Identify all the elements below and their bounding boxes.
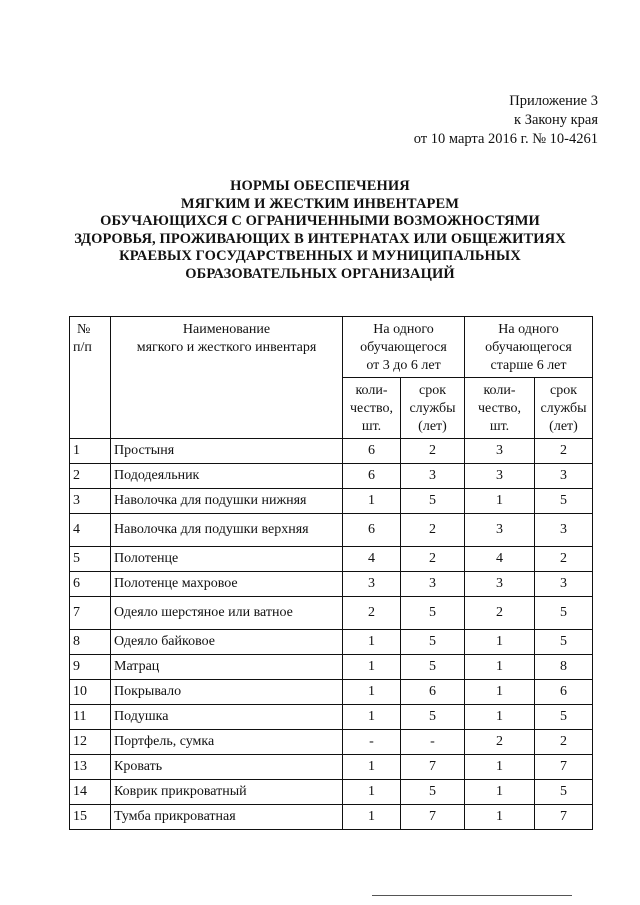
table-row: [70, 655, 593, 680]
header-term-over-6: [535, 378, 593, 439]
header-group-3-6-line-2: обучающегося: [360, 340, 447, 355]
row-qty-over-6: 3: [465, 464, 535, 489]
row-term-over-6: 7: [535, 755, 593, 780]
table-row: [70, 705, 593, 730]
row-number: 15: [70, 805, 111, 830]
table-header-row: [70, 317, 593, 378]
row-item-name: Кровать: [111, 755, 343, 780]
table-row: [70, 489, 593, 514]
row-item-name: Одеяло байковое: [111, 630, 343, 655]
row-qty-over-6: 4: [465, 547, 535, 572]
row-qty-3-6: 6: [343, 464, 401, 489]
row-number: 13: [70, 755, 111, 780]
row-qty-over-6: 3: [465, 514, 535, 547]
table-row: [70, 439, 593, 464]
row-term-3-6: 3: [401, 572, 465, 597]
row-term-3-6: 5: [401, 597, 465, 630]
header-term-line-1: срок: [549, 383, 577, 398]
table-row: [70, 597, 593, 630]
row-term-3-6: 5: [401, 705, 465, 730]
row-number: 2: [70, 464, 111, 489]
row-term-over-6: 5: [535, 705, 593, 730]
row-qty-3-6: 1: [343, 680, 401, 705]
row-qty-3-6: 1: [343, 805, 401, 830]
row-number: 6: [70, 572, 111, 597]
row-item-name: Полотенце: [111, 547, 343, 572]
header-group-over-6: [465, 317, 593, 378]
row-term-3-6: 5: [401, 780, 465, 805]
table-row: [70, 755, 593, 780]
document-title: [0, 178, 640, 284]
header-term-line-2: службы: [409, 401, 456, 416]
row-term-3-6: 7: [401, 755, 465, 780]
row-term-3-6: -: [401, 730, 465, 755]
row-term-over-6: 5: [535, 489, 593, 514]
row-term-over-6: 3: [535, 572, 593, 597]
header-qty-line-3: шт.: [361, 419, 382, 434]
row-number: 4: [70, 514, 111, 547]
row-item-name: Коврик прикроватный: [111, 780, 343, 805]
row-term-over-6: 2: [535, 547, 593, 572]
row-term-3-6: 5: [401, 489, 465, 514]
row-item-name: Наволочка для подушки нижняя: [111, 489, 343, 514]
row-term-3-6: 5: [401, 630, 465, 655]
row-qty-over-6: 1: [465, 655, 535, 680]
row-number: 1: [70, 439, 111, 464]
row-term-3-6: 5: [401, 655, 465, 680]
row-term-3-6: 2: [401, 439, 465, 464]
row-number: 8: [70, 630, 111, 655]
row-term-3-6: 2: [401, 514, 465, 547]
row-qty-over-6: 3: [465, 439, 535, 464]
row-item-name: Тумба прикроватная: [111, 805, 343, 830]
title-line-2: МЯГКИМ И ЖЕСТКИМ ИНВЕНТАРЕМ: [180, 195, 460, 212]
row-term-over-6: 2: [535, 730, 593, 755]
table-row: [70, 514, 593, 547]
row-qty-3-6: 1: [343, 755, 401, 780]
header-group-3-6: [343, 317, 465, 378]
row-number: 9: [70, 655, 111, 680]
row-qty-3-6: 4: [343, 547, 401, 572]
header-name-line-1: Наименование: [182, 322, 271, 337]
header-number-line-1: №: [77, 322, 91, 337]
row-item-name: Портфель, сумка: [111, 730, 343, 755]
header-group-3-6-line-1: На одного: [373, 322, 434, 337]
row-item-name: Простыня: [111, 439, 343, 464]
table-row: [70, 730, 593, 755]
table-row: [70, 572, 593, 597]
row-term-over-6: 8: [535, 655, 593, 680]
row-qty-over-6: 2: [465, 730, 535, 755]
row-qty-over-6: 1: [465, 805, 535, 830]
row-term-3-6: 3: [401, 464, 465, 489]
header-term-line-3: (лет): [549, 419, 578, 434]
header-number-line-2: п/п: [73, 340, 92, 355]
row-term-over-6: 5: [535, 597, 593, 630]
header-qty-line-1: коли-: [355, 383, 388, 398]
row-item-name: Пододеяльник: [111, 464, 343, 489]
table-row: [70, 547, 593, 572]
header-term-3-6: [401, 378, 465, 439]
row-term-3-6: 2: [401, 547, 465, 572]
row-term-3-6: 7: [401, 805, 465, 830]
row-number: 3: [70, 489, 111, 514]
title-line-4: ЗДОРОВЬЯ, ПРОЖИВАЮЩИХ В ИНТЕРНАТАХ ИЛИ ОБЩЕЖИТИЯХ: [74, 230, 566, 247]
header-qty-line-2: чество,: [478, 401, 521, 416]
title-line-6: ОБРАЗОВАТЕЛЬНЫХ ОРГАНИЗАЦИЙ: [185, 265, 455, 282]
header-term-line-2: службы: [540, 401, 587, 416]
table-row: [70, 780, 593, 805]
title-line-1: НОРМЫ ОБЕСПЕЧЕНИЯ: [230, 178, 410, 194]
row-term-3-6: 6: [401, 680, 465, 705]
title-line-5: КРАЕВЫХ ГОСУДАРСТВЕННЫХ И МУНИЦИПАЛЬНЫХ: [119, 248, 521, 265]
row-qty-over-6: 1: [465, 705, 535, 730]
appendix-date: от 10 марта 2016 г. № 10-4261: [413, 131, 598, 147]
row-item-name: Полотенце махровое: [111, 572, 343, 597]
row-qty-3-6: 1: [343, 705, 401, 730]
header-term-line-3: (лет): [418, 419, 447, 434]
row-qty-3-6: 1: [343, 630, 401, 655]
row-qty-over-6: 1: [465, 489, 535, 514]
row-qty-3-6: 6: [343, 514, 401, 547]
row-qty-over-6: 1: [465, 755, 535, 780]
row-number: 7: [70, 597, 111, 630]
row-term-over-6: 3: [535, 464, 593, 489]
row-qty-over-6: 3: [465, 572, 535, 597]
scan-edge-line: [372, 895, 572, 896]
header-qty-line-2: чество,: [350, 401, 393, 416]
inventory-norms-table: [69, 316, 593, 830]
row-qty-3-6: 1: [343, 780, 401, 805]
row-qty-3-6: 1: [343, 655, 401, 680]
appendix-number: Приложение 3: [509, 93, 598, 109]
row-item-name: Наволочка для подушки верхняя: [111, 514, 343, 547]
header-group-over-6-line-3: старше 6 лет: [490, 358, 567, 373]
row-term-over-6: 3: [535, 514, 593, 547]
header-group-3-6-line-3: от 3 до 6 лет: [366, 358, 441, 373]
row-qty-over-6: 1: [465, 780, 535, 805]
header-group-over-6-line-1: На одного: [498, 322, 559, 337]
row-term-over-6: 7: [535, 805, 593, 830]
row-qty-3-6: 3: [343, 572, 401, 597]
row-qty-3-6: 6: [343, 439, 401, 464]
row-item-name: Матрац: [111, 655, 343, 680]
row-number: 14: [70, 780, 111, 805]
header-qty-over-6: [465, 378, 535, 439]
row-item-name: Покрывало: [111, 680, 343, 705]
row-qty-over-6: 2: [465, 597, 535, 630]
row-term-over-6: 5: [535, 780, 593, 805]
table-row: [70, 630, 593, 655]
row-qty-3-6: 1: [343, 489, 401, 514]
header-qty-3-6: [343, 378, 401, 439]
table-row: [70, 464, 593, 489]
header-name-line-2: мягкого и жесткого инвентаря: [136, 340, 317, 355]
header-group-over-6-line-2: обучающегося: [485, 340, 572, 355]
row-term-over-6: 6: [535, 680, 593, 705]
row-number: 10: [70, 680, 111, 705]
row-qty-over-6: 1: [465, 630, 535, 655]
table-row: [70, 805, 593, 830]
row-qty-3-6: -: [343, 730, 401, 755]
appendix-law: к Закону края: [514, 112, 598, 128]
header-name: [111, 317, 343, 439]
row-item-name: Подушка: [111, 705, 343, 730]
row-number: 11: [70, 705, 111, 730]
row-item-name: Одеяло шерстяное или ватное: [111, 597, 343, 630]
header-number: [70, 317, 111, 439]
row-qty-over-6: 1: [465, 680, 535, 705]
header-qty-line-1: коли-: [483, 383, 516, 398]
row-qty-3-6: 2: [343, 597, 401, 630]
appendix-reference: [414, 92, 598, 149]
header-qty-line-3: шт.: [489, 419, 510, 434]
row-term-over-6: 2: [535, 439, 593, 464]
row-number: 5: [70, 547, 111, 572]
header-term-line-1: срок: [418, 383, 446, 398]
title-line-3: ОБУЧАЮЩИХСЯ С ОГРАНИЧЕННЫМИ ВОЗМОЖНОСТЯМИ: [100, 213, 540, 230]
table-row: [70, 680, 593, 705]
row-number: 12: [70, 730, 111, 755]
row-term-over-6: 5: [535, 630, 593, 655]
